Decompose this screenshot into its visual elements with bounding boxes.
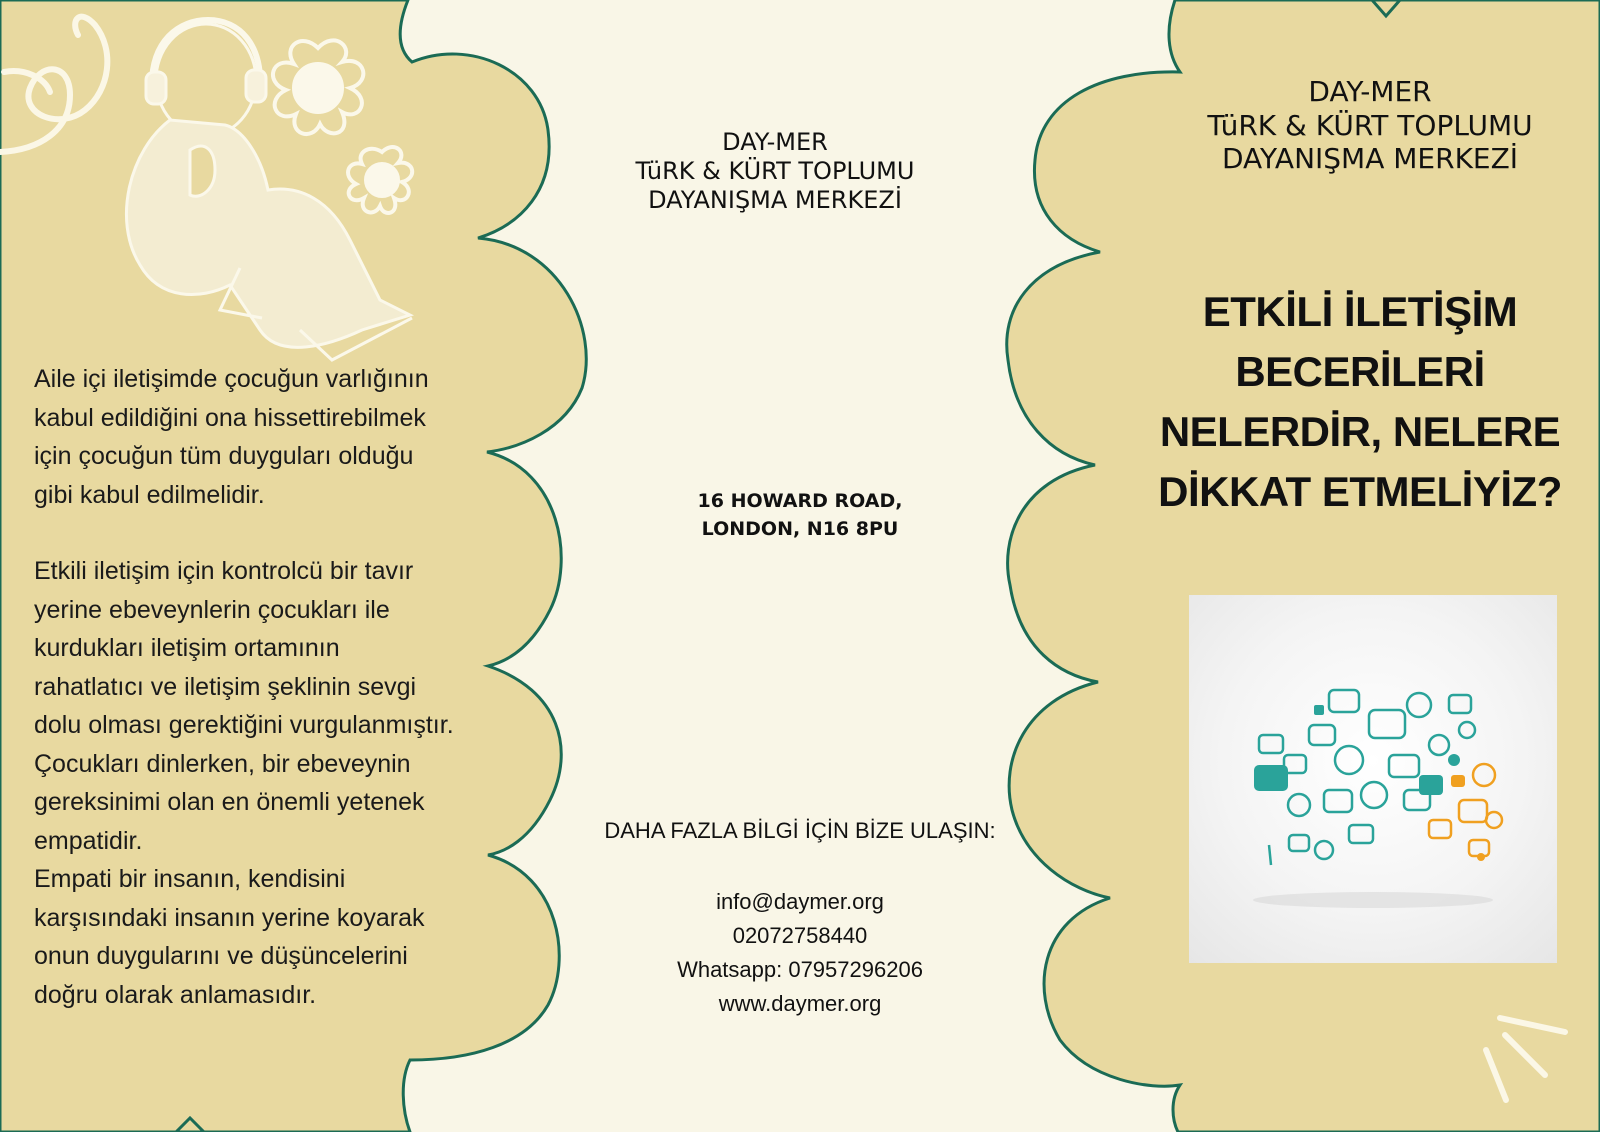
address [640, 487, 960, 543]
org-name-line: DAY-MER [1308, 75, 1432, 108]
headline-line: ETKİLİ İLETİŞİM [1202, 288, 1518, 335]
org-name-line: DAYANIŞMA MERKEZİ [648, 185, 902, 214]
org-name-line: DAY-MER [722, 128, 828, 156]
body-text [34, 360, 454, 1014]
paragraph: Empati bir insanın, kendisini karşısındaki insanın yerine koyarak onun duygularını ve düşüncelerini doğru olarak anlamasıdır. [34, 865, 425, 1009]
speech-bubbles-graphic [1189, 595, 1557, 963]
org-name-line: TüRK & KÜRT TOPLUMU [1207, 108, 1533, 142]
headline-line: DİKKAT ETMELİYİZ? [1158, 468, 1562, 515]
org-name-back [560, 128, 990, 214]
org-name-cover [1150, 75, 1590, 176]
speech-bubbles-cloud-image [1189, 595, 1557, 963]
contact-phone[interactable]: 02072758440 [732, 923, 868, 948]
paragraph: Çocukları dinlerken, bir ebeveynin gereksinimi olan en önemli yetenek empatidir. [34, 749, 425, 855]
headline [1140, 282, 1580, 522]
org-name-line: TüRK & KÜRT TOPLUMU [635, 156, 915, 185]
paragraph: Aile içi iletişimde çocuğun varlığının kabul edildiğini ona hissettirebilmek için çocuğun tüm duyguları olduğu gibi kabul edilmelidir. [34, 365, 429, 509]
contact-whatsapp[interactable]: Whatsapp: 07957296206 [677, 957, 923, 982]
address-line: 16 HOWARD ROAD, [697, 490, 903, 512]
contact-list [600, 885, 1000, 1021]
contact-title: DAHA FAZLA BİLGİ İÇİN BİZE ULAŞIN: [604, 818, 996, 843]
contact-email[interactable]: info@daymer.org [716, 889, 884, 914]
headline-line: BECERİLERİ [1235, 348, 1485, 395]
contact-website[interactable]: www.daymer.org [718, 991, 882, 1016]
headline-line: NELERDİR, NELERE [1159, 408, 1561, 455]
address-line: LONDON, N16 8PU [701, 518, 899, 540]
paragraph: Etkili iletişim için kontrolcü bir tavır yerine ebeveynlerin çocukları ile kurdukları iletişim ortamının rahatlatıcı ve iletişim şeklinin sevgi dolu olması gerektiğini vurgulanmıştır. [34, 557, 454, 739]
org-name-line: DAYANIŞMA MERKEZİ [1221, 142, 1519, 176]
